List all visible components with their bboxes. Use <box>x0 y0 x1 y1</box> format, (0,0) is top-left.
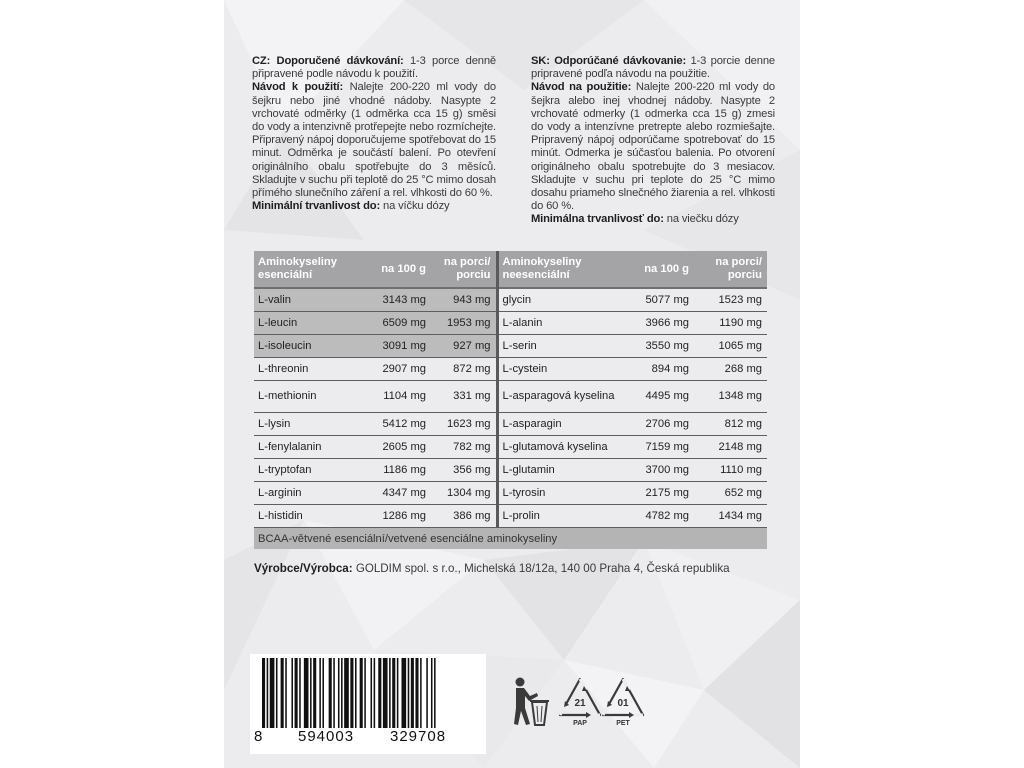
barcode-bar <box>378 658 381 728</box>
essential-per100: 1104 mg <box>361 381 431 413</box>
nonessential-perportion: 268 mg <box>694 358 767 381</box>
barcode-bar <box>364 658 366 728</box>
sk-dosage-title: SK: Odporúčané dávkovanie: <box>531 55 687 67</box>
barcode-bar <box>389 658 391 728</box>
barcode-bar <box>295 658 298 728</box>
barcode-bar <box>360 658 363 728</box>
barcode-bar <box>371 658 373 728</box>
essential-amino-name: L-valin <box>254 288 361 312</box>
producer-label: Výrobce/Výrobca: <box>254 562 353 575</box>
essential-per100: 4347 mg <box>361 482 431 505</box>
essential-perportion: 1304 mg <box>431 482 497 505</box>
barcode-bar <box>313 658 316 728</box>
recycle-paper-code: PAP <box>573 720 587 727</box>
essential-per100: 1186 mg <box>361 459 431 482</box>
nonessential-amino-name: L-glutamová kyselina <box>497 436 617 459</box>
nonessential-perportion: 652 mg <box>694 482 767 505</box>
table-row <box>254 482 767 505</box>
cz-shelf-title: Minimální trvanlivost do: <box>252 200 381 213</box>
perportion-header: na porci/ porciu <box>694 251 767 288</box>
nonessential-amino-name: L-asparagin <box>497 413 617 436</box>
recycle-pet-icon <box>599 675 647 731</box>
barcode-bar <box>322 658 324 728</box>
ean-barcode <box>250 654 486 754</box>
essential-per100: 1286 mg <box>361 505 431 528</box>
recycle-pet-number: 01 <box>617 698 629 709</box>
barcode-bar <box>310 658 312 728</box>
barcode-bar <box>355 658 357 728</box>
bcaa-note: BCAA-větvené esenciální/vetvené esenciálne aminokyseliny <box>254 528 767 550</box>
table-row <box>254 381 767 413</box>
essential-perportion: 782 mg <box>431 436 497 459</box>
producer-line <box>254 562 730 575</box>
perportion-header: na porci/ porciu <box>431 251 497 288</box>
bcaa-note-row <box>254 528 767 550</box>
barcode-bar <box>415 658 418 728</box>
nonessential-perportion: 1110 mg <box>694 459 767 482</box>
essential-header: Aminokyseliny esenciální <box>254 251 361 288</box>
barcode-bar <box>291 658 293 728</box>
essential-amino-name: L-arginin <box>254 482 361 505</box>
essential-per100: 5412 mg <box>361 413 431 436</box>
barcode-bar <box>333 658 335 728</box>
table-row <box>254 459 767 482</box>
cz-shelf-text: na víčku dózy <box>383 200 450 213</box>
table-row <box>254 335 767 358</box>
barcode-bar <box>408 658 410 728</box>
nonessential-perportion: 2148 mg <box>694 436 767 459</box>
cz-dosage-text: 1-3 porce denně připravené podle návodu k použití. <box>252 55 496 81</box>
essential-per100: 3091 mg <box>361 335 431 358</box>
barcode-bar <box>402 658 407 728</box>
nonessential-header: Aminokyseliny neesenciální <box>497 251 617 288</box>
barcode-bar <box>434 658 436 728</box>
barcode-bar <box>276 658 278 728</box>
barcode-bar <box>329 658 332 728</box>
essential-per100: 6509 mg <box>361 312 431 335</box>
nonessential-perportion: 1348 mg <box>694 381 767 413</box>
barcode-bars <box>258 658 478 732</box>
nonessential-per100: 3550 mg <box>617 335 694 358</box>
barcode-bar <box>341 658 343 728</box>
nonessential-perportion: 812 mg <box>694 413 767 436</box>
producer-address: GOLDIM spol. s r.o., Michelská 18/12a, 140 00 Praha 4, Česká republika <box>355 562 730 575</box>
cz-usage-text: Nalejte 200-220 ml vody do šejkru nebo jiné vhodné nádoby. Nasypte 2 vrchovaté odměrky (1 odměrka cca 15 g) směsi do vody a intenzivně protřepejte nebo rozmíchejte. Připravený nápoj doporučujeme spotřebovat do 15 minut. Odměrka je součástí balení. Po otevření originálního obalu spotřebujte do 3 měsíců. Skladujte v suchu při teplotě do 25 °C mimo dosah přímého slunečního záření a rel. vlhkosti do 60 %. <box>252 81 496 200</box>
nonessential-per100: 3966 mg <box>617 312 694 335</box>
table-row <box>254 358 767 381</box>
slovak-instructions <box>531 55 775 227</box>
sk-dosage-text: 1-3 porcie denne pripravené podľa návodu na použitie. <box>531 55 775 81</box>
nonessential-per100: 3700 mg <box>617 459 694 482</box>
nonessential-per100: 5077 mg <box>617 288 694 312</box>
tidyman-icon <box>510 674 550 728</box>
barcode-bar <box>304 658 309 728</box>
nonessential-amino-name: L-alanin <box>497 312 617 335</box>
nonessential-perportion: 1065 mg <box>694 335 767 358</box>
essential-perportion: 331 mg <box>431 381 497 413</box>
nonessential-amino-name: L-asparagová kyselina <box>497 381 617 413</box>
per100-header: na 100 g <box>361 251 431 288</box>
nonessential-perportion: 1190 mg <box>694 312 767 335</box>
table-row <box>254 288 767 312</box>
recycle-pet-code: PET <box>616 720 630 727</box>
barcode-bar <box>420 658 422 728</box>
barcode-digits-right: 329708 <box>390 728 447 745</box>
recycle-paper-number: 21 <box>574 698 586 709</box>
sk-shelf-text: na viečku dózy <box>666 213 739 226</box>
essential-perportion: 872 mg <box>431 358 497 381</box>
essential-perportion: 943 mg <box>431 288 497 312</box>
sk-shelf-title: Minimálna trvanlivosť do: <box>531 213 664 226</box>
nonessential-amino-name: L-prolin <box>497 505 617 528</box>
barcode-bar <box>350 658 353 728</box>
essential-amino-name: L-lysin <box>254 413 361 436</box>
nonessential-per100: 894 mg <box>617 358 694 381</box>
per100-header: na 100 g <box>617 251 694 288</box>
essential-amino-name: L-fenylalanin <box>254 436 361 459</box>
essential-perportion: 1953 mg <box>431 312 497 335</box>
barcode-bar <box>426 658 428 728</box>
nonessential-amino-name: L-glutamin <box>497 459 617 482</box>
nonessential-amino-name: L-cystein <box>497 358 617 381</box>
nonessential-per100: 2175 mg <box>617 482 694 505</box>
nonessential-per100: 4495 mg <box>617 381 694 413</box>
cz-dosage-title: CZ: Doporučené dávkování: <box>252 55 404 67</box>
nonessential-per100: 2706 mg <box>617 413 694 436</box>
barcode-bar <box>281 658 284 728</box>
nonessential-per100: 7159 mg <box>617 436 694 459</box>
table-row <box>254 312 767 335</box>
essential-perportion: 1623 mg <box>431 413 497 436</box>
essential-perportion: 927 mg <box>431 335 497 358</box>
essential-amino-name: L-leucin <box>254 312 361 335</box>
nonessential-perportion: 1523 mg <box>694 288 767 312</box>
barcode-bar <box>344 658 349 728</box>
nonessential-amino-name: L-serin <box>497 335 617 358</box>
essential-amino-name: L-histidin <box>254 505 361 528</box>
table-header <box>254 251 767 288</box>
barcode-digits-left: 594003 <box>298 728 355 745</box>
barcode-bar <box>299 658 301 728</box>
nonessential-perportion: 1434 mg <box>694 505 767 528</box>
cz-usage-title: Návod k použití: <box>252 81 344 94</box>
barcode-bar <box>383 658 388 728</box>
barcode-bar <box>431 658 433 728</box>
sk-usage-title: Návod na použitie: <box>531 81 632 94</box>
essential-perportion: 386 mg <box>431 505 497 528</box>
barcode-digit-first: 8 <box>254 728 264 745</box>
nonessential-per100: 4782 mg <box>617 505 694 528</box>
amino-acid-table <box>254 251 767 549</box>
barcode-bar <box>397 658 399 728</box>
essential-amino-name: L-methionin <box>254 381 361 413</box>
essential-amino-name: L-isoleucin <box>254 335 361 358</box>
barcode-bar <box>285 658 287 728</box>
barcode-bar <box>374 658 376 728</box>
barcode-bar <box>267 658 269 728</box>
czech-instructions <box>252 55 496 213</box>
sk-usage-text: Nalejte 200-220 ml vody do šejkra alebo inej vhodnej nádoby. Nasypte 2 vrchovaté odmerky (1 odmerka cca 15 g) zmesi do vody a intenzívne pretrepte alebo rozmiešajte. Pripravený nápoj odporúčame spotrebovať do 15 minút. Odmerka je súčasťou balenia. Po otvorení originálneho obalu spotrebujte do 3 mesiacov. Skladujte v suchu pri teplote do 25 °C mimo dosahu priameho slnečného žiarenia a rel. vlhkosti do 60 %. <box>531 81 775 213</box>
essential-amino-name: L-threonin <box>254 358 361 381</box>
table-row <box>254 505 767 528</box>
table-row <box>254 436 767 459</box>
barcode-bar <box>338 658 340 728</box>
barcode-bar <box>319 658 321 728</box>
table-row <box>254 413 767 436</box>
nonessential-amino-name: L-tyrosin <box>497 482 617 505</box>
barcode-bar <box>392 658 395 728</box>
product-label <box>224 0 800 768</box>
essential-per100: 2605 mg <box>361 436 431 459</box>
recycle-paper-icon <box>556 675 604 731</box>
barcode-bar <box>411 658 414 728</box>
essential-per100: 2907 mg <box>361 358 431 381</box>
barcode-bar <box>262 658 265 728</box>
essential-amino-name: L-tryptofan <box>254 459 361 482</box>
essential-perportion: 356 mg <box>431 459 497 482</box>
barcode-digits <box>250 728 486 748</box>
barcode-bar <box>270 658 275 728</box>
essential-per100: 3143 mg <box>361 288 431 312</box>
nonessential-amino-name: glycin <box>497 288 617 312</box>
